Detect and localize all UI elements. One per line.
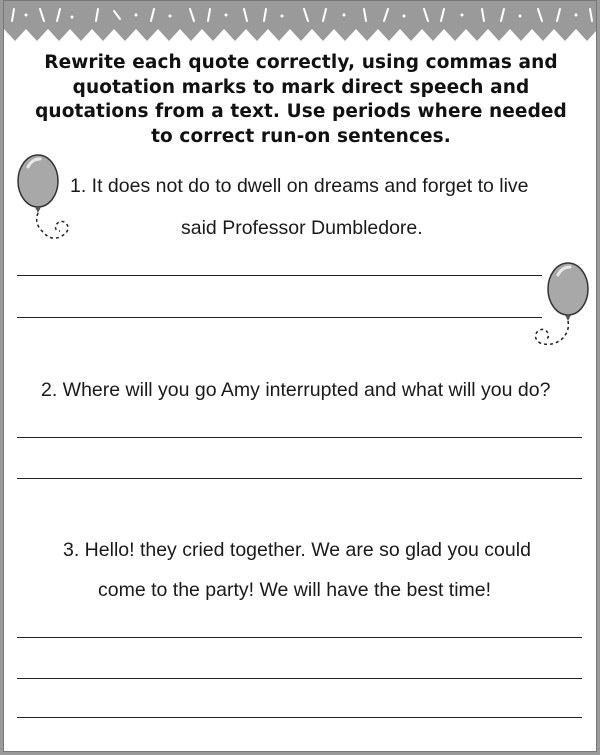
worksheet <box>3 0 597 752</box>
question-1-line-1: 1. It does not do to dwell on dreams and forget to live <box>70 175 529 197</box>
answer-line <box>17 317 542 318</box>
answer-line <box>17 637 582 638</box>
question-3-line-2: come to the party! We will have the best time! <box>98 579 492 601</box>
balloon-icon <box>14 151 76 251</box>
instructions-text: Rewrite each quote correctly, using commas and quotation marks to mark direct speech and quotations from a text. Use periods where needed to correct run-on sentences. <box>35 52 567 147</box>
answer-line <box>17 478 582 479</box>
question-3-line-1: 3. Hello! they cried together. We are so glad you could <box>63 539 531 561</box>
answer-line <box>17 717 582 718</box>
balloon-icon <box>530 259 592 359</box>
answer-line <box>17 275 542 276</box>
answer-line <box>17 437 582 438</box>
decorative-banner <box>4 1 597 45</box>
question-1-line-2: said Professor Dumbledore. <box>181 217 423 239</box>
question-2-line-1: 2. Where will you go Amy interrupted and what will you do? <box>41 379 551 401</box>
answer-line <box>17 678 582 679</box>
